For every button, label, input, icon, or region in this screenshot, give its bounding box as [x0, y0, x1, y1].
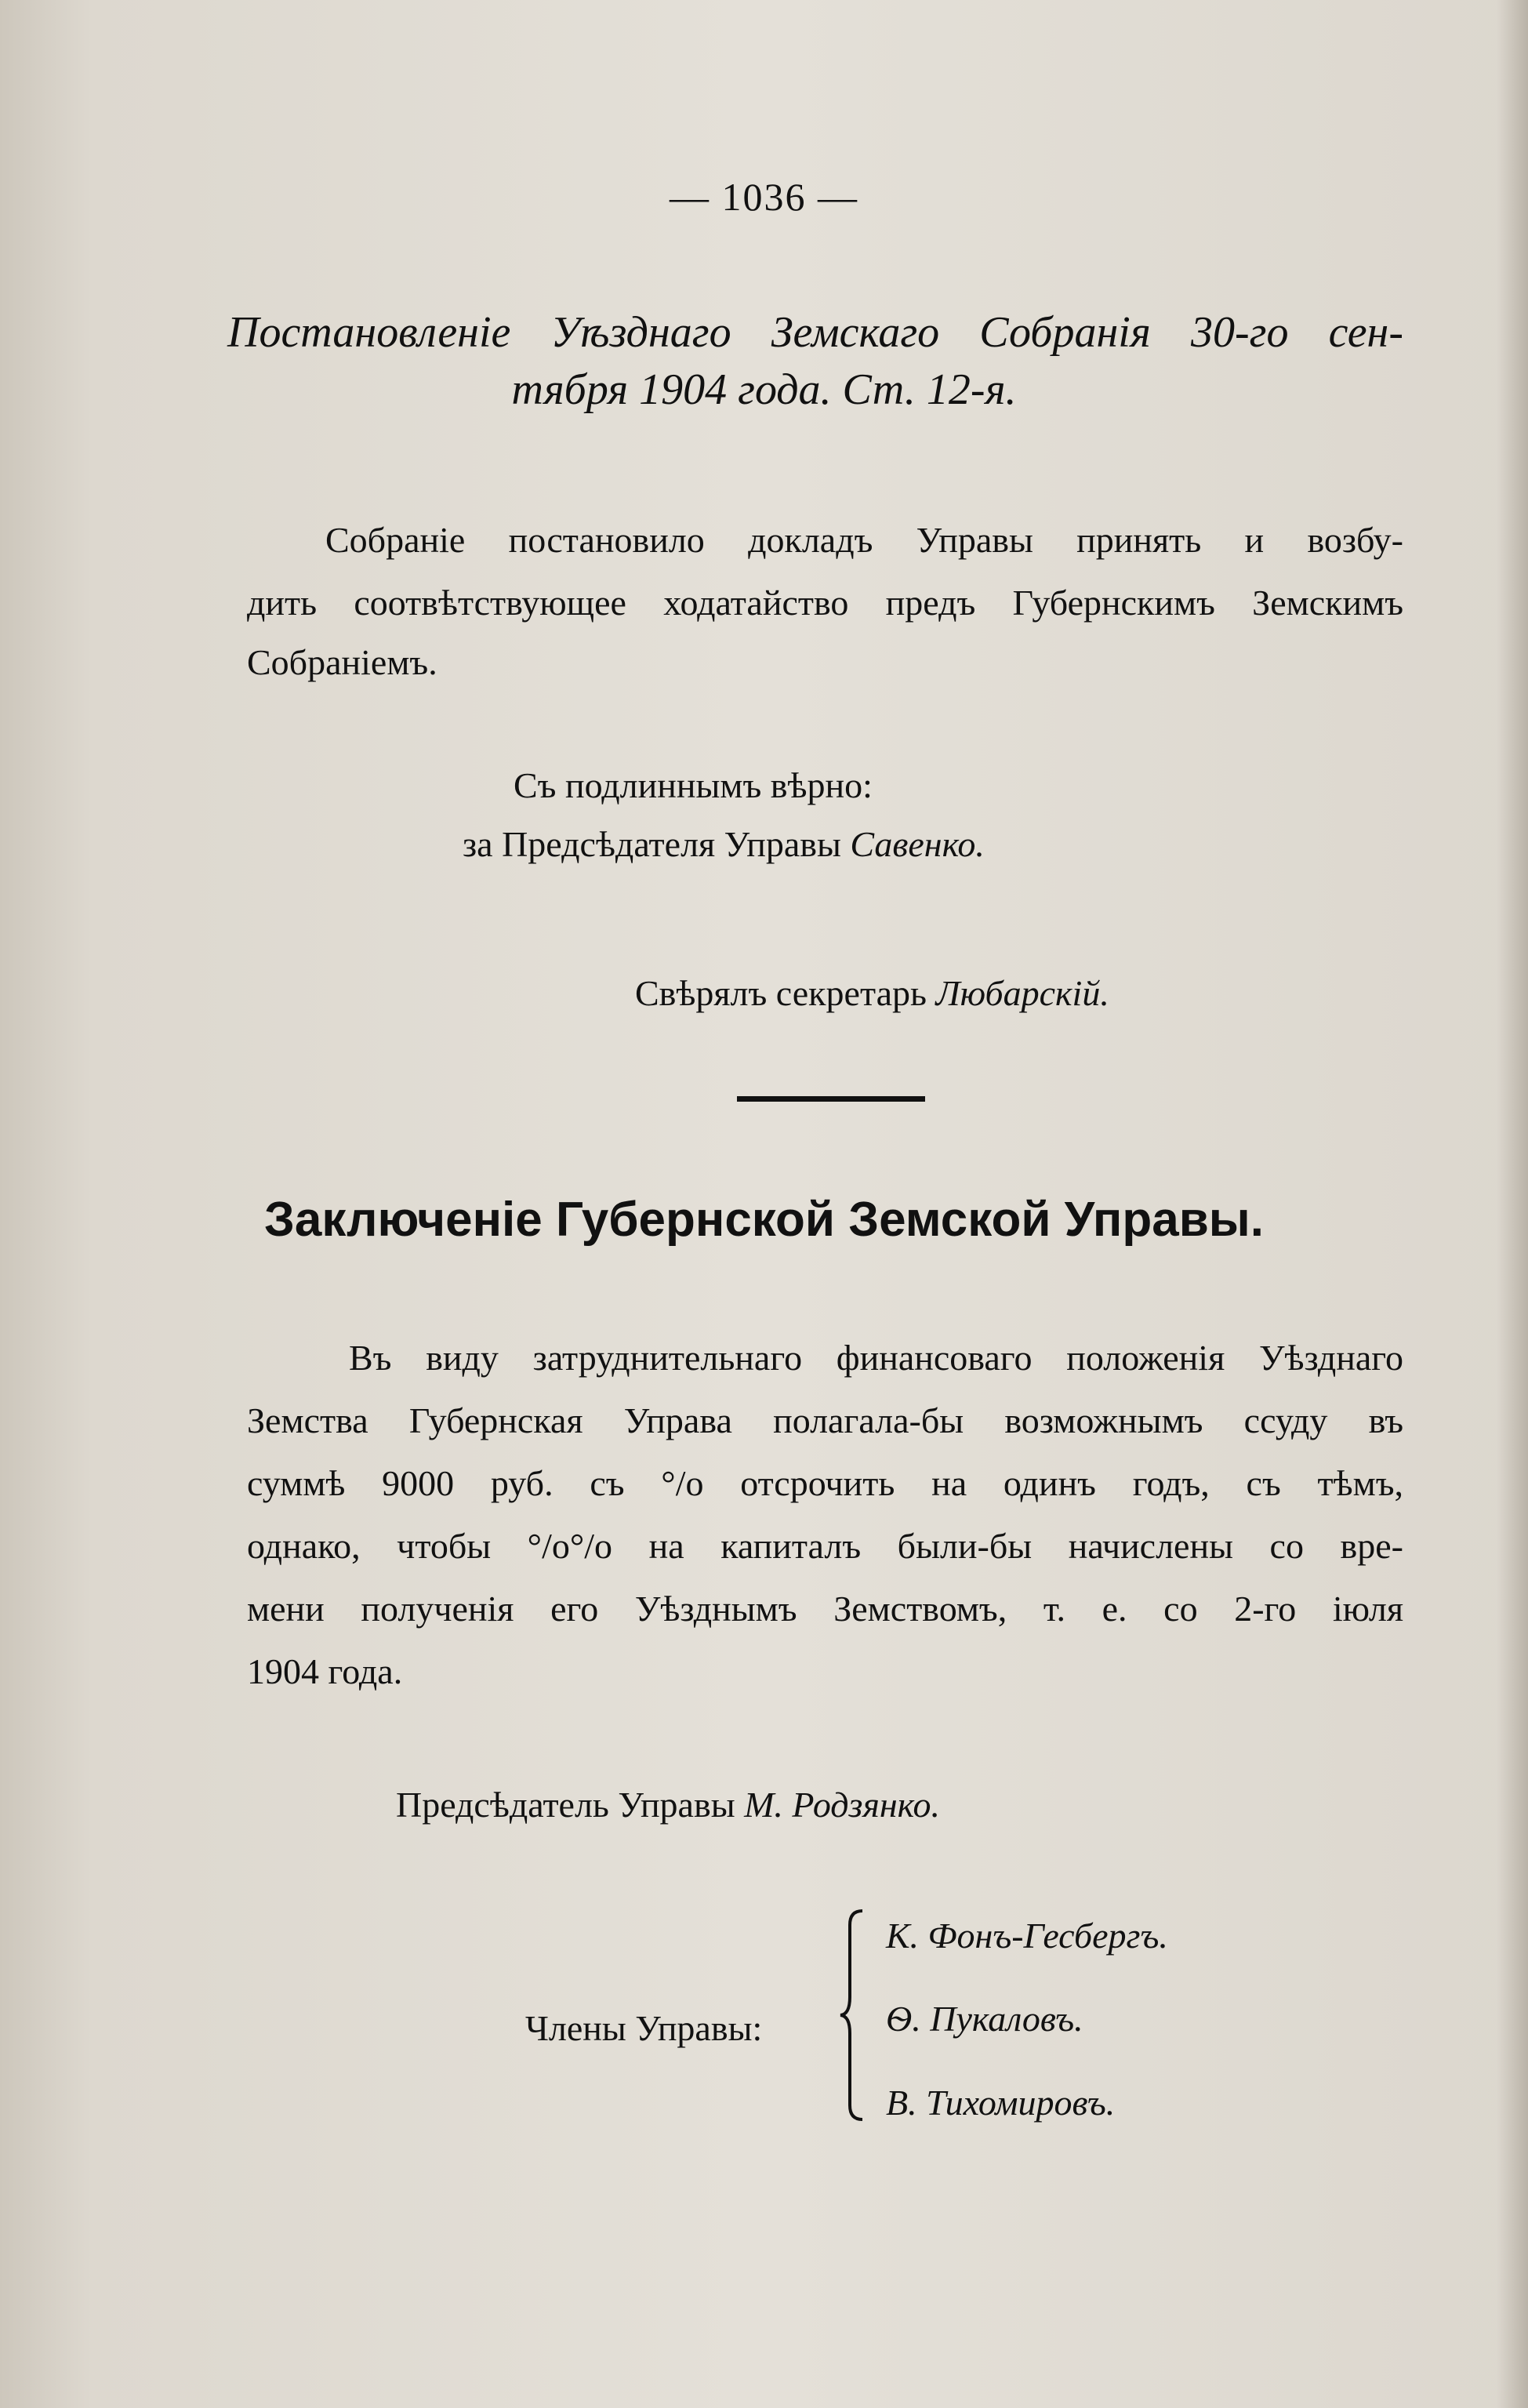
resolution-title-line-2: тября 1904 года. Ст. 12-я. — [511, 365, 1017, 414]
resolution-para-line-2: дить соотвѣтствующее ходатайство предъ Губернскимъ Земскимъ — [247, 583, 1403, 623]
section-divider — [737, 1096, 925, 1102]
resolution-para-line-1: Собраніе постановило докладъ Управы принять и возбу- — [325, 520, 1403, 560]
member-3-name: В. Тихомировъ. — [886, 2083, 1116, 2123]
checked-by-line — [635, 972, 1109, 1014]
member-2-name: Ѳ. Пукаловъ. — [886, 1999, 1083, 2039]
conclusion-para-line-4: однако, чтобы °/о°/о на капиталъ были-бы начислены со вре- — [247, 1526, 1403, 1566]
checked-by-label: Свѣрялъ секретарь — [635, 973, 927, 1013]
conclusion-para-line-2: Земства Губернская Управа полагала-бы возможнымъ ссуду въ — [247, 1400, 1403, 1440]
resolution-title-line-1: Постановленіе Уѣзднаго Земскаго Собранія 30-го сен- — [227, 308, 1403, 357]
page-number: — 1036 — — [670, 175, 858, 219]
brace-icon — [839, 1909, 864, 2121]
members-label: Члены Управы: — [525, 2008, 763, 2048]
checked-by-name: Любарскій. — [935, 973, 1109, 1013]
conclusion-heading: Заключеніе Губернской Земской Управы. — [264, 1193, 1264, 1247]
member-1-name: К. Фонъ-Гесбергъ. — [886, 1916, 1168, 1956]
chairman-label: Предсѣдатель Управы — [396, 1785, 735, 1825]
conclusion-para-line-3: суммѣ 9000 руб. съ °/о отсрочить на одинъ годъ, съ тѣмъ, — [247, 1463, 1403, 1503]
for-chairman-line — [463, 823, 985, 865]
for-chairman-label: за Предсѣдателя Управы — [463, 824, 841, 864]
conclusion-para-line-6: 1904 года. — [247, 1651, 403, 1691]
for-chairman-name: Савенко. — [850, 824, 985, 864]
chairman-name: М. Родзянко. — [744, 1785, 940, 1825]
chairman-line — [396, 1784, 940, 1825]
conclusion-para-line-5: мени полученія его Уѣзднымъ Земствомъ, т. е. со 2-го іюля — [247, 1589, 1403, 1629]
attest-line: Съ подлиннымъ вѣрно: — [514, 765, 873, 805]
resolution-para-line-3: Собраніемъ. — [247, 642, 437, 682]
conclusion-para-line-1: Въ виду затруднительнаго финансоваго положенія Уѣзднаго — [349, 1338, 1403, 1378]
